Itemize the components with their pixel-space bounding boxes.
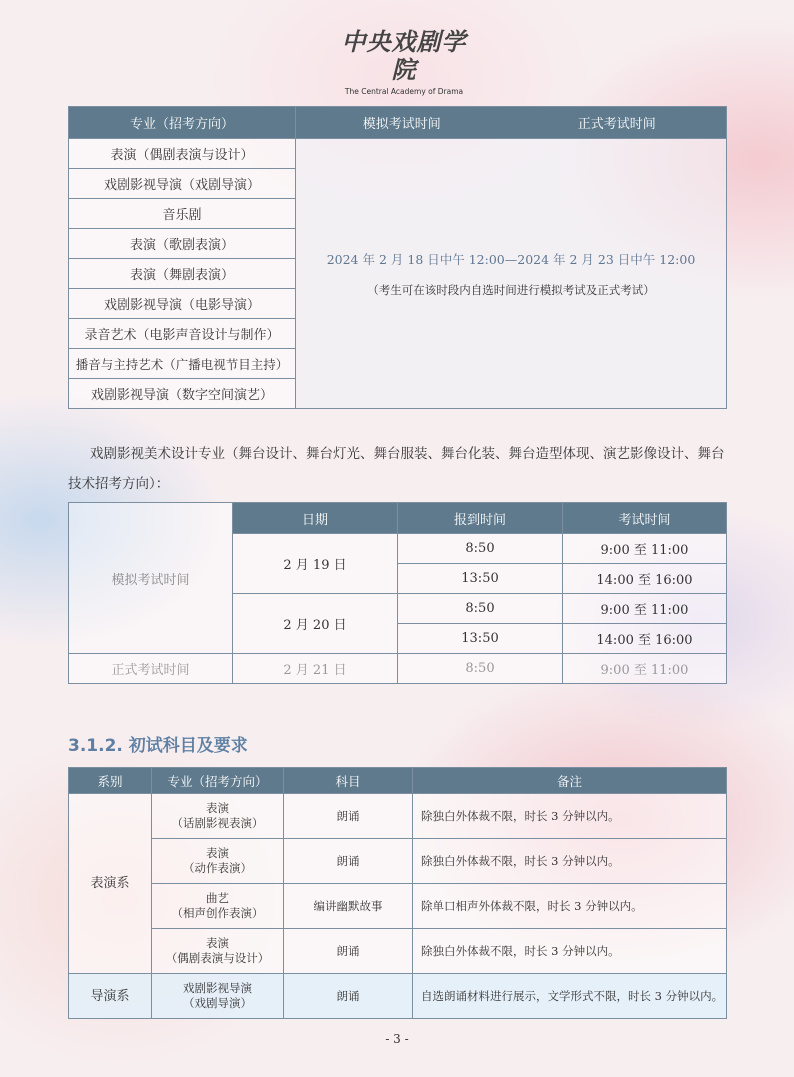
major-direction: （话剧影视表演）: [171, 816, 264, 830]
header-department: 系别: [69, 768, 152, 794]
mock-exam-label: 模拟考试时间: [69, 503, 233, 654]
major-cell: [152, 974, 284, 1019]
academy-logo: [334, 28, 474, 98]
major-cell: 音乐剧: [69, 199, 296, 229]
table-row: [69, 929, 727, 974]
exam-cell: 14:00 至 16:00: [563, 564, 727, 594]
major-cell: [152, 884, 284, 929]
header-remarks: 备注: [413, 768, 727, 794]
header-major: 专业（招考方向）: [69, 107, 296, 139]
design-exam-schedule-table: [68, 502, 727, 684]
remarks-cell: 自选朗诵材料进行展示，文学形式不限，时长 3 分钟以内。: [413, 974, 727, 1019]
date-cell: 2 月 19 日: [233, 534, 398, 594]
subject-cell: 朗诵: [284, 929, 413, 974]
major-cell: 戏剧影视导演（电影导演）: [69, 289, 296, 319]
checkin-cell: 13:50: [398, 624, 563, 654]
major-cell: 录音艺术（电影声音设计与制作）: [69, 319, 296, 349]
subject-cell: 编讲幽默故事: [284, 884, 413, 929]
major-cell: 表演（歌剧表演）: [69, 229, 296, 259]
department-cell: 表演系: [69, 794, 152, 974]
remarks-cell: 除独白外体裁不限，时长 3 分钟以内。: [413, 929, 727, 974]
date-cell: 2 月 20 日: [233, 594, 398, 654]
department-cell: 导演系: [69, 974, 152, 1019]
major-cell: 播音与主持艺术（广播电视节目主持）: [69, 349, 296, 379]
exam-time-range: 2024 年 2 月 18 日中午 12:00—2024 年 2 月 23 日中午 12:00: [326, 251, 696, 267]
checkin-cell: 13:50: [398, 564, 563, 594]
checkin-cell: 8:50: [398, 654, 563, 684]
major-cell: 表演（舞剧表演）: [69, 259, 296, 289]
table-row: [69, 794, 727, 839]
mock-exam-schedule-table: [68, 106, 727, 409]
header-date: 日期: [233, 503, 398, 534]
exam-cell: 9:00 至 11:00: [563, 654, 727, 684]
table-row: [69, 654, 727, 684]
date-cell: 2 月 21 日: [233, 654, 398, 684]
table-header-row: [69, 107, 727, 139]
header-formal-time: 正式考试时间: [508, 107, 727, 139]
remarks-cell: 除独白外体裁不限，时长 3 分钟以内。: [413, 794, 727, 839]
exam-cell: 9:00 至 11:00: [563, 594, 727, 624]
logo-chinese: 中央戏剧学院: [341, 27, 467, 84]
major-direction: （偶剧表演与设计）: [165, 951, 270, 965]
major-direction: （动作表演）: [183, 861, 252, 875]
major-direction: （相声创作表演）: [171, 906, 264, 920]
subject-cell: 朗诵: [284, 794, 413, 839]
major-cell: [152, 794, 284, 839]
major-name: 戏剧影视导演: [183, 981, 252, 995]
preliminary-subjects-table: [68, 767, 727, 1019]
major-cell: [152, 839, 284, 884]
formal-exam-label: 正式考试时间: [69, 654, 233, 684]
table-row: [69, 839, 727, 884]
section-heading: 3.1.2. 初试科目及要求: [68, 736, 248, 756]
page-number: - 3 -: [385, 1032, 409, 1046]
remarks-cell: 除单口相声外体裁不限，时长 3 分钟以内。: [413, 884, 727, 929]
checkin-cell: 8:50: [398, 534, 563, 564]
logo-english: The Central Academy of Drama: [344, 87, 464, 96]
table-row: [69, 139, 727, 169]
table-row: [69, 884, 727, 929]
major-cell: 戏剧影视导演（数字空间演艺）: [69, 379, 296, 409]
exam-cell: 9:00 至 11:00: [563, 534, 727, 564]
header-subject: 科目: [284, 768, 413, 794]
header-mock-time: 模拟考试时间: [296, 107, 508, 139]
major-name: 表演: [206, 846, 229, 860]
major-cell: 戏剧影视导演（戏剧导演）: [69, 169, 296, 199]
major-direction: （戏剧导演）: [183, 996, 252, 1010]
exam-time-range-cell: [296, 139, 727, 409]
major-cell: [152, 929, 284, 974]
exam-time-note: （考生可在该时段内自选时间进行模拟考试及正式考试）: [367, 282, 655, 297]
subject-cell: 朗诵: [284, 974, 413, 1019]
major-cell: 表演（偶剧表演与设计）: [69, 139, 296, 169]
subject-cell: 朗诵: [284, 839, 413, 884]
header-major: 专业（招考方向）: [152, 768, 284, 794]
remarks-cell: 除独白外体裁不限，时长 3 分钟以内。: [413, 839, 727, 884]
major-name: 曲艺: [206, 891, 229, 905]
exam-cell: 14:00 至 16:00: [563, 624, 727, 654]
major-name: 表演: [206, 801, 229, 815]
major-name: 表演: [206, 936, 229, 950]
design-major-paragraph: 戏剧影视美术设计专业（舞台设计、舞台灯光、舞台服装、舞台化装、舞台造型体现、演艺影像设计、舞台技术招考方向）：: [68, 446, 725, 492]
header-exam: 考试时间: [563, 503, 727, 534]
checkin-cell: 8:50: [398, 594, 563, 624]
table-header-row: [69, 503, 727, 534]
table-row: [69, 974, 727, 1019]
header-checkin: 报到时间: [398, 503, 563, 534]
table-header-row: [69, 768, 727, 794]
